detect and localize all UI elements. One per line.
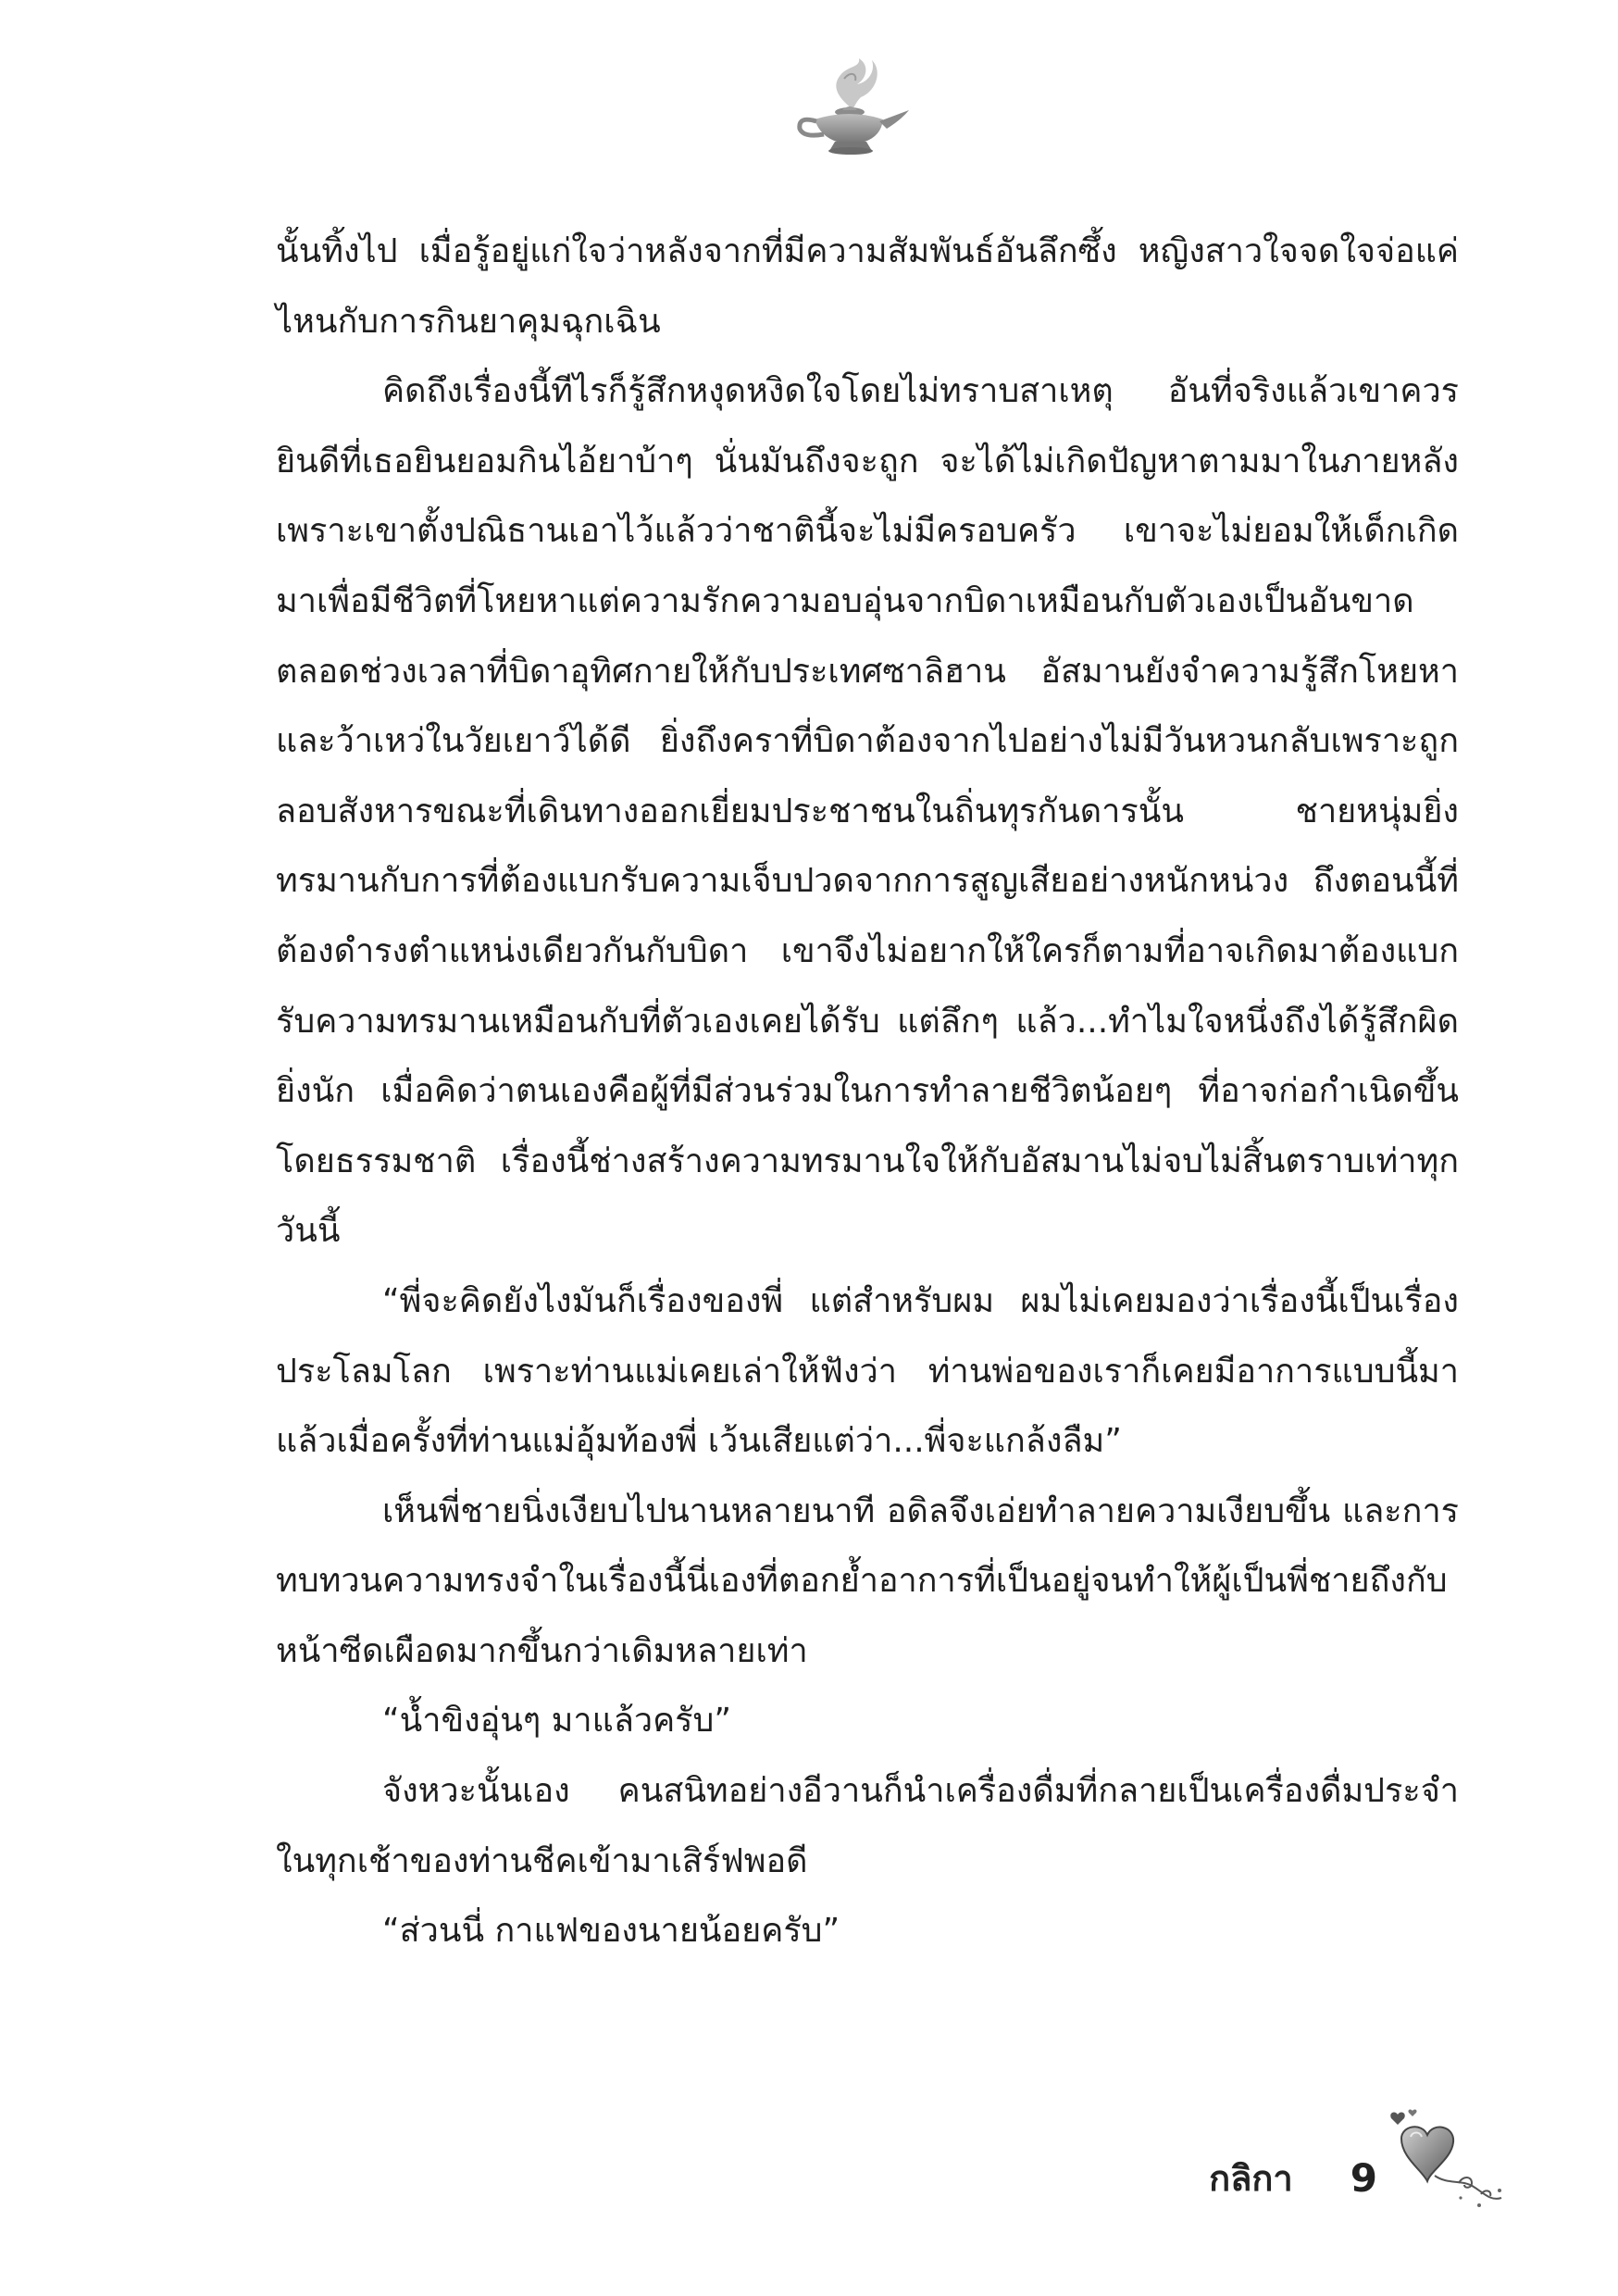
page-footer [1209, 2150, 1377, 2205]
paragraph: คิดถึงเรื่องนี้ทีไรก็รู้สึกหงุดหงิดใจโดยไม่ทราบสาเหตุ อันที่จริงแล้วเขาควรยินดีที่เธอยินยอมกินไอ้ยาบ้าๆ นั่นมันถึงจะถูก จะได้ไม่เกิดปัญหาตามมาในภายหลัง เพราะเขาตั้งปณิธานเอาไว้แล้วว่าชาตินี้จะไม่มีครอบครัว เขาจะไม่ยอมให้เด็กเกิดมาเพื่อมีชีวิตที่โหยหาแต่ความรักความอบอุ่นจากบิดาเหมือนกับตัวเองเป็นอันขาด ตลอดช่วงเวลาที่บิดาอุทิศกายให้กับประเทศซาลิฮาน อัสมานยังจำความรู้สึกโหยหาและว้าเหว่ในวัยเยาว์ได้ดี ยิ่งถึงคราที่บิดาต้องจากไปอย่างไม่มีวันหวนกลับเพราะถูกลอบสังหารขณะที่เดินทางออกเยี่ยมประชาชนในถิ่นทุรกันดารนั้น ชายหนุ่มยิ่งทรมานกับการที่ต้องแบกรับความเจ็บปวดจากการสูญเสียอย่างหนักหน่วง ถึงตอนนี้ที่ต้องดำรงตำแหน่งเดียวกันกับบิดา เขาจึงไม่อยากให้ใครก็ตามที่อาจเกิดมาต้องแบกรับความทรมานเหมือนกับที่ตัวเองเคยได้รับ แต่ลึกๆ แล้ว...ทำไมใจหนึ่งถึงได้รู้สึกผิดยิ่งนัก เมื่อคิดว่าตนเองคือผู้ที่มีส่วนร่วมในการทำลายชีวิตน้อยๆ ที่อาจก่อกำเนิดขึ้นโดยธรรมชาติ เรื่องนี้ช่างสร้างความทรมานใจให้กับอัสมานไม่จบไม่สิ้นตราบเท่าทุกวันนี้ [276, 372, 1459, 1251]
paragraph: จังหวะนั้นเอง คนสนิทอย่างอีวานก็นำเครื่องดื่มที่กลายเป็นเครื่องดื่มประจำในทุกเช้าของท่านชีคเข้ามาเสิร์ฟพอดี [276, 1772, 1459, 1880]
body-text [276, 217, 1459, 1966]
paragraph: นั้นทิ้งไป เมื่อรู้อยู่แก่ใจว่าหลังจากที่มีความสัมพันธ์อันลึกซึ้ง หญิงสาวใจจดใจจ่อแค่ไหนกับการกินยาคุมฉุกเฉิน [276, 232, 1459, 341]
page-number: 9 [1350, 2154, 1377, 2201]
genie-lamp-icon [787, 51, 916, 162]
heart-flourish-icon [1370, 2102, 1509, 2213]
paragraph: “ส่วนนี่ กาแฟของนายน้อยครับ” [382, 1912, 840, 1951]
paragraph: “น้ำขิงอุ่นๆ มาแล้วครับ” [382, 1702, 732, 1741]
paragraph: เห็นพี่ชายนิ่งเงียบไปนานหลายนาที อดิลจึงเอ่ยทำลายความเงียบขึ้น และการทบทวนความทรงจำในเรื่องนี้นี่เองที่ตอกย้ำอาการที่เป็นอยู่จนทำให้ผู้เป็นพี่ชายถึงกับหน้าซีดเผือดมากขึ้นกว่าเดิมหลายเท่า [276, 1491, 1459, 1670]
paragraph: “พี่จะคิดยังไงมันก็เรื่องของพี่ แต่สำหรับผม ผมไม่เคยมองว่าเรื่องนี้เป็นเรื่องประโลมโลก เพราะท่านแม่เคยเล่าให้ฟังว่า ท่านพ่อของเราก็เคยมีอาการแบบนี้มาแล้วเมื่อครั้งที่ท่านแม่อุ้มท้องพี่ เว้นเสียแต่ว่า...พี่จะแกล้งลืม” [276, 1281, 1459, 1461]
book-title: กลิกา [1209, 2157, 1293, 2199]
